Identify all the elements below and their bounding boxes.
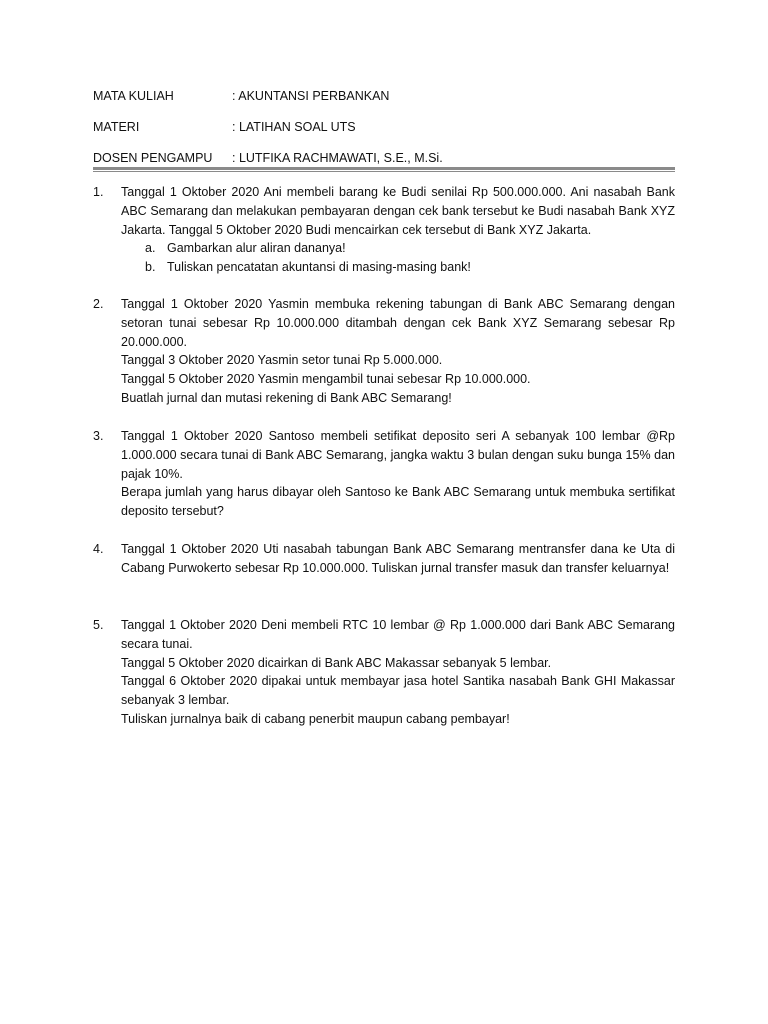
question-2 [93, 295, 675, 408]
question-line: Tanggal 5 Oktober 2020 Yasmin mengambil tunai sebesar Rp 10.000.000. [121, 372, 531, 387]
header-divider [93, 167, 675, 170]
header-value: : LATIHAN SOAL UTS [232, 120, 356, 134]
question-text: Tanggal 1 Oktober 2020 Yasmin membuka rekening tabungan di Bank ABC Semarang dengan setoran tunai sebesar Rp 10.000.000 ditambah dengan cek Bank XYZ Semarang sebesar Rp 20.000.000. [121, 297, 675, 349]
question-number: 5. [93, 618, 104, 632]
header-label: MATA KULIAH [93, 89, 174, 103]
question-number: 4. [93, 542, 104, 556]
question-line: Tanggal 5 Oktober 2020 dicairkan di Bank ABC Makassar sebanyak 5 lembar. [121, 655, 552, 670]
question-1 [93, 183, 675, 277]
header-label: DOSEN PENGAMPU [93, 151, 213, 165]
question-text: Tanggal 1 Oktober 2020 Ani membeli barang ke Budi senilai Rp 500.000.000. Ani nasabah Bank ABC Semarang dan melakukan pembayaran dengan cek bank tersebut ke Budi nasabah Bank XYZ Jakarta. Tanggal 5 Oktober 2020 Budi mencairkan cek tersebut di Bank XYZ Jakarta. [121, 185, 675, 237]
question-5 [93, 616, 675, 729]
sub-item-text: Tuliskan pencatatan akuntansi di masing-masing bank! [167, 260, 471, 275]
question-line: Tuliskan jurnalnya baik di cabang penerbit maupun cabang pembayar! [121, 711, 510, 726]
sub-item-b [121, 258, 675, 277]
header-value: : AKUNTANSI PERBANKAN [232, 89, 390, 103]
question-number: 3. [93, 429, 104, 443]
question-3 [93, 427, 675, 521]
question-text: Tanggal 1 Oktober 2020 Santoso membeli setifikat deposito seri A sebanyak 100 lembar @Rp 1.000.000 secara tunai di Bank ABC Semarang, jangka waktu 3 bulan dengan suku bunga 15% dan pajak 10%. [121, 429, 675, 481]
header-divider-thin [93, 171, 675, 172]
question-number: 1. [93, 185, 104, 199]
header-value: : LUTFIKA RACHMAWATI, S.E., M.Si. [232, 151, 443, 165]
question-text-3: Tanggal 6 Oktober 2020 dipakai untuk membayar jasa hotel Santika nasabah Bank GHI Makassar sebanyak 3 lembar. [121, 674, 675, 708]
sub-item-letter: b. [145, 260, 156, 275]
sub-item-text: Gambarkan alur aliran dananya! [167, 241, 346, 256]
sub-item-letter: a. [145, 241, 156, 256]
question-number: 2. [93, 297, 104, 311]
sub-item-a [121, 239, 675, 258]
question-text: Tanggal 1 Oktober 2020 Deni membeli RTC 10 lembar @ Rp 1.000.000 dari Bank ABC Semarang secara tunai. [121, 618, 675, 651]
header-label: MATERI [93, 120, 140, 134]
question-line: Tanggal 3 Oktober 2020 Yasmin setor tunai Rp 5.000.000. [121, 353, 443, 368]
question-text: Tanggal 1 Oktober 2020 Uti nasabah tabungan Bank ABC Semarang mentransfer dana ke Uta di Cabang Purwokerto sebesar Rp 10.000.000. Tuliskan jurnal transfer masuk dan transfer keluarnya! [121, 542, 675, 575]
question-4 [93, 540, 675, 578]
question-line: Buatlah jurnal dan mutasi rekening di Bank ABC Semarang! [121, 390, 452, 405]
question-text-2: Berapa jumlah yang harus dibayar oleh Santoso ke Bank ABC Semarang untuk membuka sertifikat deposito tersebut? [121, 485, 675, 519]
